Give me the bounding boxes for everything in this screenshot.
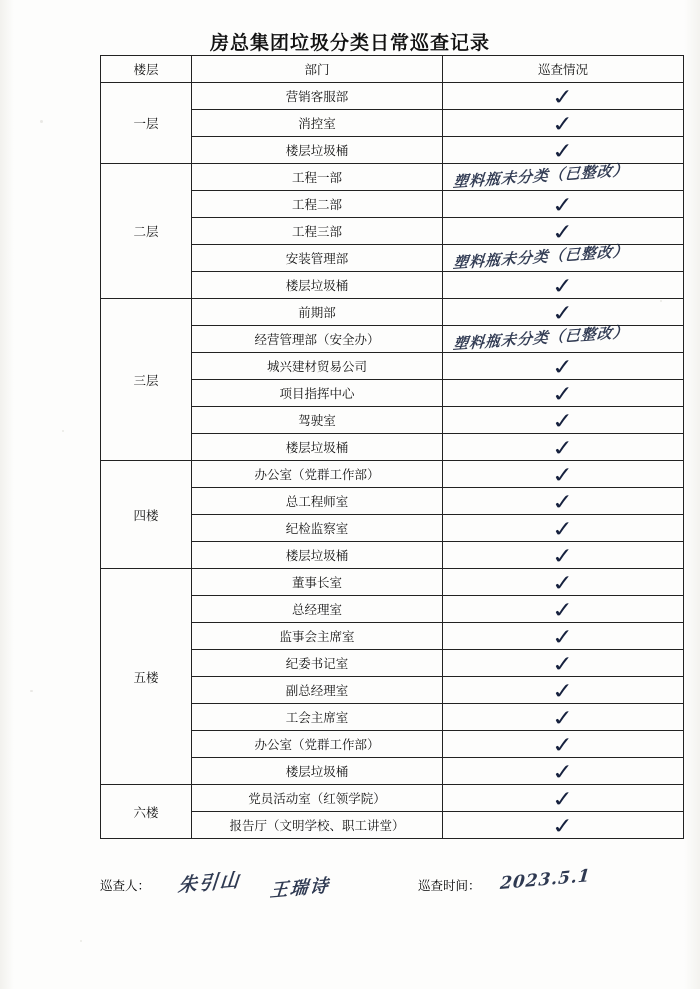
page-left-edge-shadow	[0, 0, 14, 989]
check-mark-icon: ✓	[550, 812, 576, 839]
table-row	[101, 299, 684, 326]
scan-speck	[62, 430, 64, 432]
inspection-cell	[443, 677, 684, 704]
inspection-cell	[443, 596, 684, 623]
check-mark-icon: ✓	[550, 83, 576, 110]
check-mark-icon: ✓	[550, 461, 576, 488]
check-mark-icon: ✓	[550, 218, 576, 245]
department-cell: 驾驶室	[192, 407, 443, 434]
check-mark-icon: ✓	[550, 110, 576, 137]
inspection-cell	[443, 542, 684, 569]
check-mark-icon: ✓	[550, 488, 576, 515]
table-header-row	[101, 56, 684, 83]
check-mark-icon: ✓	[550, 596, 576, 623]
inspection-cell	[443, 569, 684, 596]
check-mark-icon: ✓	[550, 731, 576, 758]
department-cell: 监事会主席室	[192, 623, 443, 650]
inspection-cell	[443, 758, 684, 785]
column-header-floor: 楼层	[101, 56, 192, 83]
inspection-cell	[443, 488, 684, 515]
check-mark-icon: ✓	[550, 353, 576, 380]
department-cell: 报告厅（文明学校、职工讲堂）	[192, 812, 443, 839]
inspection-record-table	[100, 55, 684, 839]
inspection-time-label: 巡查时间：	[418, 878, 481, 893]
department-cell: 安装管理部	[192, 245, 443, 272]
inspection-cell	[443, 407, 684, 434]
inspection-cell	[443, 623, 684, 650]
check-mark-icon: ✓	[550, 515, 576, 542]
department-cell: 消控室	[192, 110, 443, 137]
column-header-department: 部门	[192, 56, 443, 83]
check-mark-icon: ✓	[550, 785, 576, 812]
department-cell: 楼层垃圾桶	[192, 434, 443, 461]
department-cell: 经营管理部（安全办）	[192, 326, 443, 353]
inspection-cell	[443, 704, 684, 731]
floor-cell: 四楼	[101, 461, 192, 569]
check-mark-icon: ✓	[550, 434, 576, 461]
department-cell: 工会主席室	[192, 704, 443, 731]
inspection-cell	[443, 272, 684, 299]
form-footer	[100, 865, 680, 912]
floor-cell: 二层	[101, 164, 192, 299]
department-cell: 总经理室	[192, 596, 443, 623]
check-mark-icon: ✓	[550, 191, 576, 218]
scan-speck	[30, 690, 33, 692]
handwritten-note: 塑料瓶未分类（已整改）	[452, 322, 630, 353]
department-cell: 楼层垃圾桶	[192, 137, 443, 164]
inspection-cell	[443, 137, 684, 164]
department-cell: 董事长室	[192, 569, 443, 596]
department-cell: 办公室（党群工作部）	[192, 731, 443, 758]
inspection-date-value: 2023.5.1	[499, 865, 592, 895]
department-cell: 纪委书记室	[192, 650, 443, 677]
check-mark-icon: ✓	[550, 407, 576, 434]
inspection-cell	[443, 731, 684, 758]
inspection-cell	[443, 110, 684, 137]
page-right-edge-shadow	[684, 0, 700, 989]
inspection-cell	[443, 434, 684, 461]
department-cell: 总工程师室	[192, 488, 443, 515]
inspection-cell	[443, 218, 684, 245]
check-mark-icon: ✓	[550, 758, 576, 785]
inspection-cell	[443, 191, 684, 218]
department-cell: 纪检监察室	[192, 515, 443, 542]
department-cell: 办公室（党群工作部）	[192, 461, 443, 488]
inspector-signature-2: 王瑞诗	[269, 875, 331, 902]
inspection-cell	[443, 83, 684, 110]
inspection-cell	[443, 353, 684, 380]
table-row	[101, 83, 684, 110]
department-cell: 工程二部	[192, 191, 443, 218]
department-cell: 营销客服部	[192, 83, 443, 110]
check-mark-icon: ✓	[550, 623, 576, 650]
department-cell: 城兴建材贸易公司	[192, 353, 443, 380]
handwritten-note: 塑料瓶未分类（已整改）	[452, 160, 630, 191]
inspection-cell	[443, 812, 684, 839]
scan-speck	[40, 120, 43, 123]
handwritten-note: 塑料瓶未分类（已整改）	[452, 241, 630, 272]
department-cell: 前期部	[192, 299, 443, 326]
check-mark-icon: ✓	[550, 272, 576, 299]
inspection-cell	[443, 299, 684, 326]
column-header-inspection: 巡查情况	[443, 56, 684, 83]
scan-speck	[80, 940, 82, 942]
floor-cell: 一层	[101, 83, 192, 164]
check-mark-icon: ✓	[550, 542, 576, 569]
department-cell: 项目指挥中心	[192, 380, 443, 407]
floor-cell: 五楼	[101, 569, 192, 785]
department-cell: 党员活动室（红领学院）	[192, 785, 443, 812]
inspection-cell	[443, 515, 684, 542]
check-mark-icon: ✓	[550, 299, 576, 326]
check-mark-icon: ✓	[550, 137, 576, 164]
floor-cell: 三层	[101, 299, 192, 461]
inspection-cell	[443, 650, 684, 677]
check-mark-icon: ✓	[550, 677, 576, 704]
inspector-label: 巡查人：	[100, 878, 151, 893]
inspection-cell	[443, 380, 684, 407]
department-cell: 工程三部	[192, 218, 443, 245]
check-mark-icon: ✓	[550, 569, 576, 596]
inspection-cell	[443, 785, 684, 812]
inspection-cell	[443, 241, 684, 272]
table-row	[101, 164, 684, 191]
department-cell: 副总经理室	[192, 677, 443, 704]
inspection-cell	[443, 160, 684, 191]
check-mark-icon: ✓	[550, 380, 576, 407]
check-mark-icon: ✓	[550, 650, 576, 677]
table-row	[101, 569, 684, 596]
department-cell: 楼层垃圾桶	[192, 272, 443, 299]
table-row	[101, 461, 684, 488]
floor-cell: 六楼	[101, 785, 192, 839]
table-body	[101, 56, 684, 839]
department-cell: 楼层垃圾桶	[192, 542, 443, 569]
department-cell: 楼层垃圾桶	[192, 758, 443, 785]
page-title: 房总集团垃圾分类日常巡查记录	[209, 32, 490, 54]
inspector-signature-1: 朱引山	[177, 869, 242, 897]
inspection-cell	[443, 461, 684, 488]
department-cell: 工程一部	[192, 164, 443, 191]
table-row	[101, 785, 684, 812]
inspection-cell	[443, 322, 684, 353]
check-mark-icon: ✓	[550, 704, 576, 731]
